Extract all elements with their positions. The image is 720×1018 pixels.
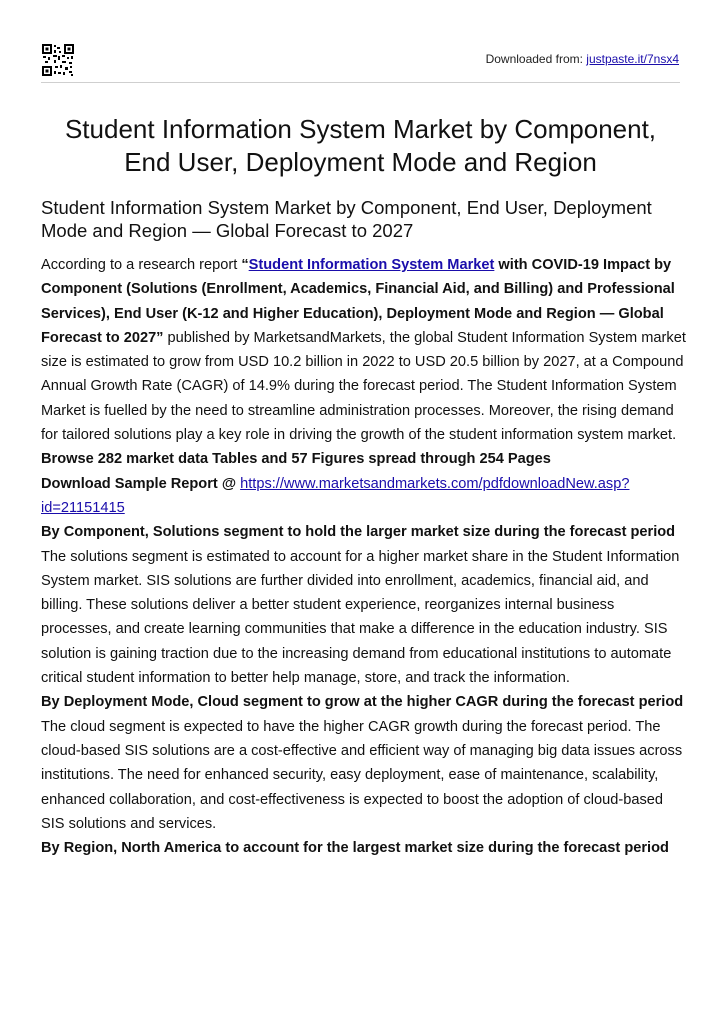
page-title: Student Information System Market by Component, End User, Deployment Mode and Region — [64, 114, 657, 177]
section-heading-region: By Region, North America to account for the largest market size during the forecast period — [41, 840, 669, 857]
intro-text-end: published by MarketsandMarkets, the global Student Information System market size is estimated to grow from USD 10.2 billion in 2022 to USD 20.5 billion by 2027, at a Compound Annual Growth Rate (CAGR) of 14.9% during the forecast period. The Student Information System Market is fuelled by the need to streamline administration processes. Moreover, the rising demand for tailored solutions play a key role in driving the growth of the student information system market. — [41, 329, 686, 444]
section-heading-component: By Component, Solutions segment to hold the larger market size during the forecast period — [41, 524, 676, 541]
download-label: Download Sample Report @ — [41, 475, 241, 492]
intro-quote-open: “ — [241, 257, 249, 273]
qr-code-icon — [42, 44, 74, 76]
download-sample-link[interactable]: https://www.marketsandmarkets.com/pdfdownloadNew.asp?id=21151415 — [41, 475, 630, 516]
report-full-title: with COVID-19 Impact by Component (Solutions (Enrollment, Academics, Financial Aid, and Billing) and Professional Services), End User (K-12 and Higher Education), Deployment Mode and Region — Global Forecast to 2027” — [41, 257, 675, 346]
intro-text-start: According to a research report — [41, 257, 242, 273]
intro-paragraph — [41, 253, 686, 447]
download-line — [41, 472, 686, 521]
section-heading-deployment: By Deployment Mode, Cloud segment to grow at the higher CAGR during the forecast period — [41, 694, 684, 711]
article-body — [41, 253, 686, 860]
page-subtitle: Student Information System Market by Component, End User, Deployment Mode and Region — Global Forecast to 2027 — [41, 197, 652, 241]
browse-line: Browse 282 market data Tables and 57 Figures spread through 254 Pages — [41, 451, 551, 468]
downloaded-label: Downloaded from: — [485, 52, 587, 66]
downloaded-from — [486, 52, 679, 66]
section-body-component: The solutions segment is estimated to account for a higher market share in the Student Information System market. SIS solutions are further divided into enrollment, academics, financial aid, and billing. These solutions deliver a better student experience, reorganizes internal business processes, and create learning communities that make a difference in the education industry. SIS solution is gaining traction due to the increasing demand from educational institutions to automate critical student information to better help manage, store, and track the information. — [41, 548, 680, 687]
header-divider — [41, 82, 680, 83]
page-header — [0, 0, 720, 84]
source-link[interactable]: justpaste.it/7nsx4 — [586, 52, 679, 66]
section-body-deployment: The cloud segment is expected to have the higher CAGR growth during the forecast period. The cloud-based SIS solutions are a cost-effective and efficient way of managing big data issues across institutions. The need for enhanced security, easy deployment, ease of maintenance, scalability, enhanced collaboration, and cost-effectiveness is expected to boost the adoption of cloud-based SIS solutions and services. — [41, 718, 683, 832]
report-link[interactable]: Student Information System Market — [248, 257, 495, 273]
